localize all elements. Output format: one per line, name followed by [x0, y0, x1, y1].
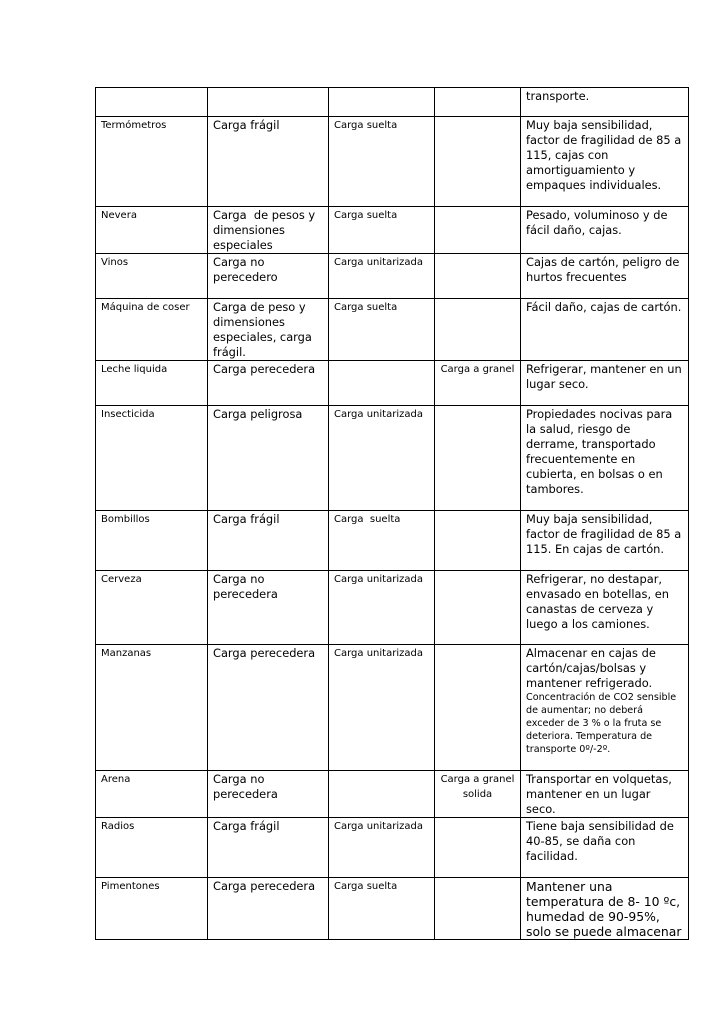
table-row	[96, 254, 689, 299]
cargo-type-cell: Carga de peso y dimensiones especiales, carga frágil.	[208, 299, 329, 361]
cargo-class-cell: Carga unitarizada	[329, 645, 435, 771]
table-row	[96, 511, 689, 571]
observations-text: Tiene baja sensibilidad de 40-85, se daña con facilidad.	[526, 819, 674, 863]
cargo-class-cell: Carga unitarizada	[329, 406, 435, 511]
observations-cell	[521, 299, 689, 361]
cargo-classification-table	[95, 87, 689, 940]
product-cell: Cerveza	[96, 571, 208, 645]
observations-text: transporte.	[526, 89, 590, 103]
cargo-type-cell: Carga perecedera	[208, 361, 329, 406]
product-cell: Arena	[96, 771, 208, 818]
product-cell: Nevera	[96, 207, 208, 254]
observations-cell	[521, 818, 689, 878]
observations-text: Muy baja sensibilidad, factor de fragilidad de 85 a 115. En cajas de cartón.	[526, 512, 682, 556]
observations-cell	[521, 511, 689, 571]
bulk-cell	[435, 878, 521, 940]
table-row	[96, 117, 689, 207]
cargo-class-cell: Carga unitarizada	[329, 818, 435, 878]
product-cell: Leche liquida	[96, 361, 208, 406]
observations-cell	[521, 406, 689, 511]
cargo-type-cell: Carga frágil	[208, 511, 329, 571]
bulk-cell	[435, 88, 521, 117]
product-cell: Manzanas	[96, 645, 208, 771]
cargo-type-cell: Carga peligrosa	[208, 406, 329, 511]
bulk-cell	[435, 645, 521, 771]
table-row	[96, 571, 689, 645]
cargo-class-cell: Carga unitarizada	[329, 571, 435, 645]
cargo-class-cell: Carga suelta	[329, 299, 435, 361]
observations-cell	[521, 771, 689, 818]
table-row	[96, 878, 689, 940]
product-cell: Radios	[96, 818, 208, 878]
observations-cell	[521, 645, 689, 771]
bulk-cell	[435, 818, 521, 878]
bulk-cell	[435, 254, 521, 299]
observations-text: Almacenar en cajas de cartón/cajas/bolsas y mantener refrigerado.	[526, 646, 656, 690]
table-row	[96, 406, 689, 511]
observations-note: Concentración de CO2 sensible de aumentar; no deberá exceder de 3 % o la fruta se deteriora. Temperatura de transporte 0º/-2º.	[526, 692, 677, 755]
observations-text: Muy baja sensibilidad, factor de fragilidad de 85 a 115, cajas con amortiguamiento y empaques individuales.	[526, 118, 682, 192]
table-row	[96, 818, 689, 878]
product-cell: Insecticida	[96, 406, 208, 511]
product-cell: Termómetros	[96, 117, 208, 207]
table-row	[96, 361, 689, 406]
bulk-cell	[435, 511, 521, 571]
table-row	[96, 88, 689, 117]
cargo-class-cell: Carga suelta	[329, 117, 435, 207]
cargo-type-cell: Carga perecedera	[208, 645, 329, 771]
observations-text: Pesado, voluminoso y de fácil daño, cajas.	[526, 208, 668, 237]
cargo-class-cell: Carga unitarizada	[329, 254, 435, 299]
observations-text: Propiedades nocivas para la salud, riesgo de derrame, transportado frecuentemente en cubierta, en bolsas o en tambores.	[526, 407, 673, 496]
cargo-class-cell: Carga suelta	[329, 878, 435, 940]
observations-cell	[521, 254, 689, 299]
product-cell: Bombillos	[96, 511, 208, 571]
product-cell: Vinos	[96, 254, 208, 299]
cargo-type-cell: Carga no perecedera	[208, 571, 329, 645]
cargo-type-cell: Carga de pesos y dimensiones especiales	[208, 207, 329, 254]
bulk-cell	[435, 117, 521, 207]
cargo-class-cell: Carga suelta	[329, 511, 435, 571]
cargo-class-cell	[329, 771, 435, 818]
observations-text: Cajas de cartón, peligro de hurtos frecuentes	[526, 255, 680, 284]
observations-text: Transportar en volquetas, mantener en un lugar seco.	[526, 772, 672, 816]
cargo-type-cell: Carga frágil	[208, 818, 329, 878]
bulk-cell: Carga a granel solida	[435, 771, 521, 818]
product-cell: Pimentones	[96, 878, 208, 940]
table-row	[96, 299, 689, 361]
cargo-type-cell: Carga no perecedero	[208, 254, 329, 299]
cargo-class-cell: Carga suelta	[329, 207, 435, 254]
observations-cell	[521, 361, 689, 406]
bulk-cell	[435, 406, 521, 511]
bulk-cell	[435, 571, 521, 645]
observations-text: Refrigerar, mantener en un lugar seco.	[526, 362, 682, 391]
cargo-type-cell: Carga perecedera	[208, 878, 329, 940]
table-row	[96, 771, 689, 818]
cargo-class-cell	[329, 88, 435, 117]
observations-cell	[521, 878, 689, 940]
observations-cell	[521, 207, 689, 254]
observations-cell	[521, 117, 689, 207]
observations-text: Refrigerar, no destapar, envasado en botellas, en canastas de cerveza y luego a los camiones.	[526, 572, 669, 631]
table-row	[96, 207, 689, 254]
observations-text: Mantener una temperatura de 8- 10 ºc, humedad de 90-95%, solo se puede almacenar	[526, 879, 682, 939]
cargo-type-cell	[208, 88, 329, 117]
product-cell: Máquina de coser	[96, 299, 208, 361]
observations-cell	[521, 571, 689, 645]
product-cell	[96, 88, 208, 117]
bulk-cell: Carga a granel	[435, 361, 521, 406]
cargo-class-cell	[329, 361, 435, 406]
bulk-cell	[435, 207, 521, 254]
cargo-type-cell: Carga no perecedera	[208, 771, 329, 818]
cargo-type-cell: Carga frágil	[208, 117, 329, 207]
observations-text: Fácil daño, cajas de cartón.	[526, 300, 682, 314]
bulk-cell	[435, 299, 521, 361]
observations-cell	[521, 88, 689, 117]
table-row	[96, 645, 689, 771]
